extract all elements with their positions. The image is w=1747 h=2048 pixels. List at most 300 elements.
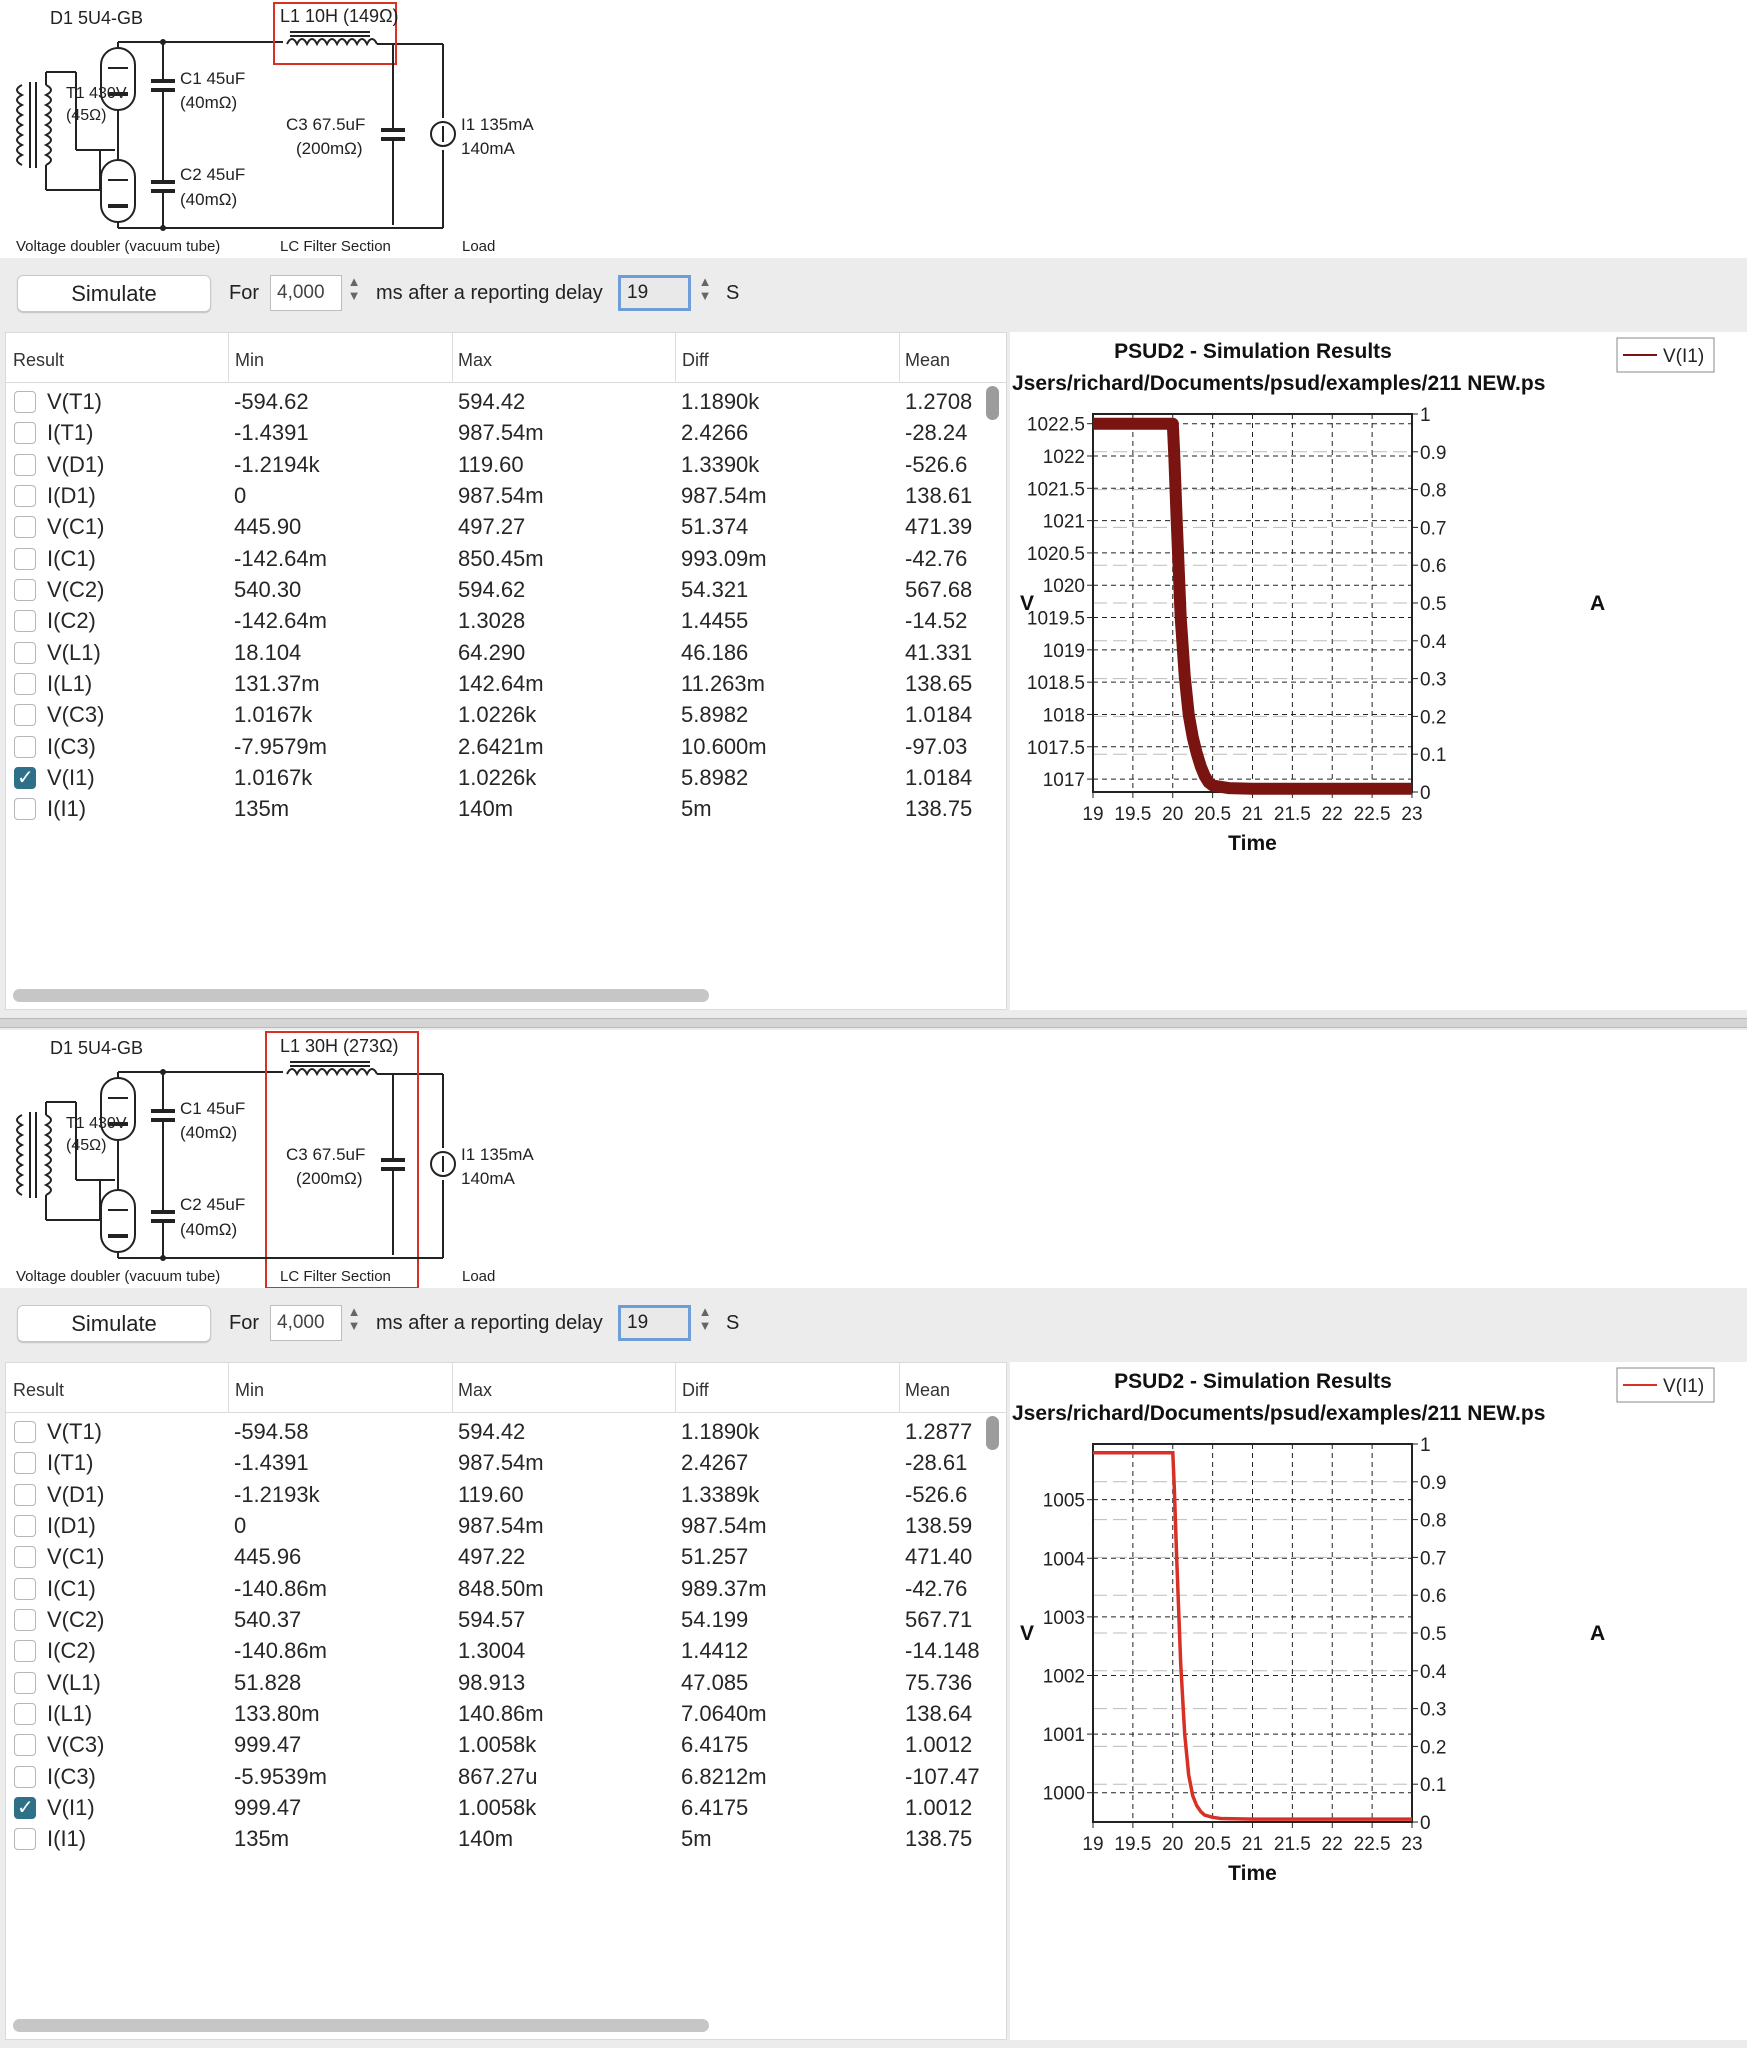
delay-stepper[interactable]: ▲ ▼ xyxy=(698,274,712,303)
current-source-i1[interactable] xyxy=(431,44,455,228)
x-tick-label: 19.5 xyxy=(1114,1834,1152,1855)
mean-value: -14.52 xyxy=(905,608,968,634)
seconds-unit-label: S xyxy=(726,1312,740,1334)
plot-checkbox[interactable] xyxy=(14,1452,36,1474)
table-vertical-scrollbar[interactable] xyxy=(986,1416,999,1450)
header-max[interactable]: Max xyxy=(458,350,493,370)
chart-subtitle: Jsers/richard/Documents/psud/examples/211 NEW.ps xyxy=(1012,372,1546,395)
diff-value: 47.085 xyxy=(681,1669,749,1695)
max-value: 594.42 xyxy=(458,389,526,414)
load-value: 140mA xyxy=(461,1169,515,1188)
y2-axis-label: A xyxy=(1590,1622,1606,1645)
rectifier-label: D1 5U4-GB xyxy=(50,1038,144,1058)
max-value: 140m xyxy=(458,1826,514,1852)
y-tick-label: 1022.5 xyxy=(1026,414,1085,436)
min-value: 18.104 xyxy=(234,639,302,665)
c2-label: C2 45uF xyxy=(180,1195,246,1214)
header-result[interactable]: Result xyxy=(13,1380,65,1400)
section-doubler-label: Voltage doubler (vacuum tube) xyxy=(16,1268,221,1285)
y2-tick-label: 1 xyxy=(1420,1435,1431,1456)
y-tick-label: 1021.5 xyxy=(1026,479,1085,501)
table-row[interactable] xyxy=(6,731,986,762)
legend-entry: V(I1) xyxy=(1663,346,1705,367)
table-row[interactable] xyxy=(6,574,986,605)
plot-checkbox[interactable] xyxy=(14,1609,36,1631)
result-name: I(T1) xyxy=(47,1450,94,1476)
results-chart xyxy=(1010,1362,1747,2040)
table-row[interactable] xyxy=(6,1416,986,1447)
c2-resistance: (40mΩ) xyxy=(180,190,238,209)
min-value: 0 xyxy=(234,1513,247,1539)
diff-value: 7.0640m xyxy=(681,1701,767,1727)
min-value: -140.86m xyxy=(234,1575,327,1601)
table-row[interactable] xyxy=(6,1541,986,1572)
mean-value: -14.148 xyxy=(905,1638,980,1664)
c2-resistance: (40mΩ) xyxy=(180,1220,238,1239)
min-value: 135m xyxy=(234,796,290,822)
plot-checkbox[interactable] xyxy=(14,422,36,444)
max-value: 2.6421m xyxy=(458,733,544,759)
y2-tick-label: 0.8 xyxy=(1420,1510,1447,1532)
simulation-panel-1 xyxy=(0,0,1747,1010)
rectifier-label: D1 5U4-GB xyxy=(50,8,144,28)
y2-tick-label: 0.9 xyxy=(1420,442,1447,464)
table-row[interactable] xyxy=(6,1698,986,1729)
simulation-panel-2 xyxy=(0,1030,1747,2040)
y2-tick-label: 0.4 xyxy=(1420,1661,1447,1683)
section-filter-label: LC Filter Section xyxy=(280,1268,391,1285)
y-tick-label: 1020 xyxy=(1042,576,1085,598)
max-value: 867.27u xyxy=(458,1763,538,1789)
transformer-label: T1 430V xyxy=(66,1115,127,1132)
c3-resistance: (200mΩ) xyxy=(296,1169,363,1188)
chart-subtitle: Jsers/richard/Documents/psud/examples/211 NEW.ps xyxy=(1012,1402,1546,1425)
y2-tick-label: 0.7 xyxy=(1420,518,1447,540)
current-source-i1[interactable] xyxy=(431,1074,455,1258)
result-name: I(C2) xyxy=(47,608,96,634)
mean-value: -28.24 xyxy=(905,420,968,446)
table-vertical-scrollbar[interactable] xyxy=(986,386,999,420)
chart-title: PSUD2 - Simulation Results xyxy=(1114,340,1392,363)
mean-value: 1.0012 xyxy=(905,1732,973,1758)
plot-checkbox[interactable] xyxy=(14,736,36,758)
min-value: 133.80m xyxy=(234,1701,320,1727)
after-delay-label: ms after a reporting delay xyxy=(376,1312,603,1334)
min-value: 999.47 xyxy=(234,1732,302,1758)
x-tick-label: 22 xyxy=(1321,804,1343,825)
table-row[interactable] xyxy=(6,1792,986,1823)
legend-entry: V(I1) xyxy=(1663,1376,1705,1397)
result-name: I(D1) xyxy=(47,483,96,509)
y-tick-label: 1003 xyxy=(1042,1607,1085,1629)
x-tick-label: 22.5 xyxy=(1353,1834,1391,1855)
x-tick-label: 21.5 xyxy=(1273,804,1311,825)
y-tick-label: 1001 xyxy=(1042,1725,1085,1747)
result-name: I(L1) xyxy=(47,1701,93,1727)
max-value: 64.290 xyxy=(458,639,526,665)
y-tick-label: 1018.5 xyxy=(1026,673,1085,695)
for-label: For xyxy=(229,282,259,304)
table-row[interactable] xyxy=(6,1729,986,1760)
result-name: V(C3) xyxy=(47,702,105,728)
x-tick-label: 20.5 xyxy=(1194,1834,1232,1855)
c1-label: C1 45uF xyxy=(180,69,246,88)
header-min[interactable]: Min xyxy=(235,350,265,370)
y-tick-label: 1002 xyxy=(1042,1666,1085,1688)
for-label: For xyxy=(229,1312,259,1334)
result-name: V(C2) xyxy=(47,577,105,603)
results-rows xyxy=(6,1416,986,1855)
duration-stepper[interactable]: ▲ ▼ xyxy=(347,1304,361,1333)
table-row[interactable] xyxy=(6,511,986,542)
table-row[interactable] xyxy=(6,1823,986,1854)
result-name: I(I1) xyxy=(47,1826,87,1852)
min-value: -7.9579m xyxy=(234,733,327,759)
y2-tick-label: 0.5 xyxy=(1420,1624,1447,1645)
max-value: 98.913 xyxy=(458,1669,526,1695)
min-value: 131.37m xyxy=(234,671,320,697)
plot-checkbox[interactable] xyxy=(14,391,36,413)
transformer-resistance: (45Ω) xyxy=(66,107,107,124)
table-row[interactable] xyxy=(6,386,986,417)
min-value: 540.37 xyxy=(234,1607,302,1633)
results-chart xyxy=(1010,332,1747,1010)
table-row[interactable] xyxy=(6,793,986,824)
plot-checkbox[interactable] xyxy=(14,1672,36,1694)
x-tick-label: 21 xyxy=(1241,1834,1264,1855)
mean-value: -107.47 xyxy=(905,1763,980,1789)
diff-value: 1.3390k xyxy=(681,451,760,477)
x-tick-label: 20 xyxy=(1162,1834,1184,1855)
x-tick-label: 23 xyxy=(1401,1834,1423,1855)
max-value: 119.60 xyxy=(458,451,524,477)
y2-tick-label: 1 xyxy=(1420,405,1431,426)
result-name: I(D1) xyxy=(47,1513,96,1539)
section-filter-label: LC Filter Section xyxy=(280,238,391,255)
c1-label: C1 45uF xyxy=(180,1099,246,1118)
y2-tick-label: 0 xyxy=(1420,1813,1431,1834)
min-value: -140.86m xyxy=(234,1638,327,1664)
inductor-label: L1 30H (273Ω) xyxy=(280,1036,399,1056)
y-tick-label: 1020.5 xyxy=(1026,543,1085,565)
diff-value: 10.600m xyxy=(681,733,767,759)
y2-tick-label: 0.5 xyxy=(1420,594,1447,615)
diff-value: 6.4175 xyxy=(681,1732,749,1758)
c3-label: C3 67.5uF xyxy=(286,1145,366,1164)
mean-value: 1.0012 xyxy=(905,1795,973,1821)
y-tick-label: 1021 xyxy=(1042,511,1085,533)
capacitor-c1[interactable] xyxy=(151,42,175,132)
results-table-header xyxy=(6,333,1006,383)
max-value: 140m xyxy=(458,796,514,822)
plot-checkbox[interactable] xyxy=(14,1546,36,1568)
transformer-resistance: (45Ω) xyxy=(66,1137,107,1154)
diff-value: 1.3389k xyxy=(681,1481,760,1507)
chart-canvas xyxy=(1010,332,1747,1010)
min-value: 445.90 xyxy=(234,514,302,540)
mean-value: 1.2708 xyxy=(905,389,973,414)
transformer-label: T1 430V xyxy=(66,85,127,102)
diff-value: 5m xyxy=(681,796,712,822)
header-diff[interactable]: Diff xyxy=(682,1380,709,1400)
load-label: I1 135mA xyxy=(461,1145,534,1164)
table-row[interactable] xyxy=(6,1447,986,1478)
max-value: 497.22 xyxy=(458,1544,526,1570)
plot-checkbox[interactable] xyxy=(14,1484,36,1506)
circuit-schematic xyxy=(0,1030,1747,1288)
plot-checkbox[interactable] xyxy=(14,1828,36,1850)
simulate-button[interactable]: Simulate xyxy=(17,1305,211,1342)
max-value: 142.64m xyxy=(458,671,544,697)
plot-checkbox[interactable] xyxy=(14,1515,36,1537)
diff-value: 987.54m xyxy=(681,483,767,509)
mean-value: 41.331 xyxy=(905,639,973,665)
header-mean[interactable]: Mean xyxy=(905,1380,951,1400)
y2-axis-label: A xyxy=(1590,592,1606,615)
plot-checkbox[interactable] xyxy=(14,610,36,632)
inductor-l1[interactable] xyxy=(163,32,443,44)
mean-value: -28.61 xyxy=(905,1450,968,1476)
result-name: I(C2) xyxy=(47,1638,96,1664)
diff-value: 1.4412 xyxy=(681,1638,749,1664)
plot-checkbox[interactable] xyxy=(14,548,36,570)
table-row[interactable] xyxy=(6,417,986,448)
x-axis-label: Time xyxy=(1228,832,1277,855)
plot-checkbox[interactable] xyxy=(14,642,36,664)
y-tick-label: 1018 xyxy=(1042,705,1085,727)
diff-value: 51.257 xyxy=(681,1544,749,1570)
mean-value: 138.65 xyxy=(905,671,973,697)
min-value: 0 xyxy=(234,483,247,509)
table-row[interactable] xyxy=(6,480,986,511)
mean-value: 1.2877 xyxy=(905,1419,973,1444)
result-name: V(C1) xyxy=(47,514,105,540)
max-value: 987.54m xyxy=(458,1450,544,1476)
result-name: I(C3) xyxy=(47,733,96,759)
diff-value: 989.37m xyxy=(681,1575,767,1601)
section-load-label: Load xyxy=(462,238,496,255)
table-row[interactable] xyxy=(6,637,986,668)
diff-value: 6.4175 xyxy=(681,1795,749,1821)
diff-value: 54.199 xyxy=(681,1607,749,1633)
x-tick-label: 20.5 xyxy=(1194,804,1232,825)
result-name: V(I1) xyxy=(47,1795,95,1821)
plot-checkbox[interactable] xyxy=(14,1421,36,1443)
x-tick-label: 22.5 xyxy=(1353,804,1391,825)
x-axis-label: Time xyxy=(1228,1862,1277,1885)
c1-resistance: (40mΩ) xyxy=(180,1123,238,1142)
min-value: 1.0167k xyxy=(234,702,313,728)
y2-tick-label: 0.2 xyxy=(1420,707,1447,729)
duration-input[interactable]: 4,000 xyxy=(270,275,342,311)
result-name: V(T1) xyxy=(47,1419,102,1444)
table-row[interactable] xyxy=(6,1761,986,1792)
min-value: 51.828 xyxy=(234,1669,302,1695)
x-tick-label: 19.5 xyxy=(1114,804,1152,825)
plot-checkbox[interactable] xyxy=(14,1766,36,1788)
min-value: -1.4391 xyxy=(234,420,309,446)
min-value: -142.64m xyxy=(234,608,327,634)
after-delay-label: ms after a reporting delay xyxy=(376,282,603,304)
inductor-l1[interactable] xyxy=(163,1062,443,1074)
header-result[interactable]: Result xyxy=(13,350,65,370)
diff-value: 5.8982 xyxy=(681,702,749,728)
plot-checkbox[interactable] xyxy=(14,1797,36,1819)
inductor-label: L1 10H (149Ω) xyxy=(280,6,399,26)
table-row[interactable] xyxy=(6,1479,986,1510)
min-value: 1.0167k xyxy=(234,765,313,791)
delay-input[interactable]: 19 xyxy=(618,1305,691,1341)
min-value: -5.9539m xyxy=(234,1763,327,1789)
diff-value: 5m xyxy=(681,1826,712,1852)
mean-value: 138.61 xyxy=(905,483,973,509)
plot-checkbox[interactable] xyxy=(14,579,36,601)
y2-tick-label: 0.4 xyxy=(1420,631,1447,653)
max-value: 987.54m xyxy=(458,1513,544,1539)
x-tick-label: 22 xyxy=(1321,1834,1343,1855)
y-tick-label: 1005 xyxy=(1042,1490,1085,1512)
result-name: V(D1) xyxy=(47,1481,105,1507)
table-row[interactable] xyxy=(6,1635,986,1666)
delay-stepper[interactable]: ▲ ▼ xyxy=(698,1304,712,1333)
y-tick-label: 1000 xyxy=(1042,1783,1085,1805)
load-value: 140mA xyxy=(461,139,515,158)
max-value: 850.45m xyxy=(458,545,544,571)
c2-label: C2 45uF xyxy=(180,165,246,184)
capacitor-c1[interactable] xyxy=(151,1072,175,1162)
mean-value: -526.6 xyxy=(905,451,968,477)
plot-checkbox[interactable] xyxy=(14,673,36,695)
section-doubler-label: Voltage doubler (vacuum tube) xyxy=(16,238,221,255)
max-value: 594.62 xyxy=(458,577,526,603)
header-mean[interactable]: Mean xyxy=(905,350,951,370)
plot-checkbox[interactable] xyxy=(14,1703,36,1725)
max-value: 1.3028 xyxy=(458,608,526,634)
result-name: I(C3) xyxy=(47,1763,96,1789)
table-horizontal-scrollbar[interactable] xyxy=(13,2019,709,2032)
y2-tick-label: 0.8 xyxy=(1420,480,1447,502)
table-row[interactable] xyxy=(6,449,986,480)
min-value: -594.62 xyxy=(234,389,309,414)
table-row[interactable] xyxy=(6,668,986,699)
simulation-toolbar xyxy=(0,258,1747,330)
table-row[interactable] xyxy=(6,1510,986,1541)
y-tick-label: 1017 xyxy=(1042,770,1085,792)
table-row[interactable] xyxy=(6,762,986,793)
y-axis-label: V xyxy=(1020,592,1035,615)
plot-checkbox[interactable] xyxy=(14,704,36,726)
result-name: V(C2) xyxy=(47,1607,105,1633)
duration-input[interactable]: 4,000 xyxy=(270,1305,342,1341)
diff-value: 6.8212m xyxy=(681,1763,767,1789)
plot-checkbox[interactable] xyxy=(14,1734,36,1756)
plot-checkbox[interactable] xyxy=(14,767,36,789)
delay-input[interactable]: 19 xyxy=(618,275,691,311)
mean-value: 1.0184 xyxy=(905,702,973,728)
result-name: I(I1) xyxy=(47,796,87,822)
result-name: V(C1) xyxy=(47,1544,105,1570)
max-value: 1.0226k xyxy=(458,702,537,728)
y-axis-label: V xyxy=(1020,1622,1035,1645)
table-horizontal-scrollbar[interactable] xyxy=(13,989,709,1002)
max-value: 1.3004 xyxy=(458,1638,526,1664)
diff-value: 2.4267 xyxy=(681,1450,749,1476)
max-value: 594.57 xyxy=(458,1607,526,1633)
plot-checkbox[interactable] xyxy=(14,485,36,507)
max-value: 497.27 xyxy=(458,514,526,540)
panel-divider[interactable] xyxy=(0,1018,1747,1028)
plot-checkbox[interactable] xyxy=(14,516,36,538)
result-name: V(L1) xyxy=(47,1669,101,1695)
mean-value: 138.75 xyxy=(905,1826,973,1852)
table-row[interactable] xyxy=(6,1573,986,1604)
header-min[interactable]: Min xyxy=(235,1380,265,1400)
min-value: 540.30 xyxy=(234,577,302,603)
results-table xyxy=(5,1362,1007,2040)
mean-value: 567.68 xyxy=(905,577,973,603)
max-value: 594.42 xyxy=(458,1419,526,1444)
y-tick-label: 1019.5 xyxy=(1026,608,1085,630)
result-name: I(T1) xyxy=(47,420,94,446)
header-diff[interactable]: Diff xyxy=(682,350,709,370)
y2-tick-label: 0.6 xyxy=(1420,556,1447,578)
header-max[interactable]: Max xyxy=(458,1380,493,1400)
y2-tick-label: 0.7 xyxy=(1420,1548,1447,1570)
mean-value: -97.03 xyxy=(905,733,968,759)
load-label: I1 135mA xyxy=(461,115,534,134)
diff-value: 11.263m xyxy=(681,671,765,697)
duration-stepper[interactable]: ▲ ▼ xyxy=(347,274,361,303)
results-table-header xyxy=(6,1363,1006,1413)
mean-value: -42.76 xyxy=(905,545,968,571)
capacitor-c2[interactable] xyxy=(151,132,175,228)
max-value: 140.86m xyxy=(458,1701,544,1727)
plot-checkbox[interactable] xyxy=(14,1640,36,1662)
table-row[interactable] xyxy=(6,699,986,730)
x-tick-label: 19 xyxy=(1082,804,1104,825)
simulate-button[interactable]: Simulate xyxy=(17,275,211,312)
min-value: 445.96 xyxy=(234,1544,302,1570)
min-value: -142.64m xyxy=(234,545,327,571)
table-row[interactable] xyxy=(6,1667,986,1698)
mean-value: -42.76 xyxy=(905,1575,968,1601)
max-value: 848.50m xyxy=(458,1575,544,1601)
plot-checkbox[interactable] xyxy=(14,798,36,820)
table-row[interactable] xyxy=(6,1604,986,1635)
plot-checkbox[interactable] xyxy=(14,1578,36,1600)
capacitor-c2[interactable] xyxy=(151,1162,175,1258)
min-value: -594.58 xyxy=(234,1419,309,1444)
mean-value: 471.39 xyxy=(905,514,973,540)
table-row[interactable] xyxy=(6,543,986,574)
plot-checkbox[interactable] xyxy=(14,454,36,476)
min-value: -1.2193k xyxy=(234,1481,320,1507)
result-name: I(C1) xyxy=(47,545,96,571)
y2-tick-label: 0.3 xyxy=(1420,669,1447,691)
diff-value: 54.321 xyxy=(681,577,749,603)
max-value: 1.0058k xyxy=(458,1732,537,1758)
circuit-schematic xyxy=(0,0,1747,258)
mean-value: 567.71 xyxy=(905,1607,973,1633)
table-row[interactable] xyxy=(6,605,986,636)
y-tick-label: 1004 xyxy=(1042,1549,1085,1571)
min-value: 135m xyxy=(234,1826,290,1852)
x-tick-label: 21 xyxy=(1241,804,1264,825)
diff-value: 46.186 xyxy=(681,639,749,665)
max-value: 987.54m xyxy=(458,483,544,509)
result-name: V(I1) xyxy=(47,765,95,791)
max-value: 1.0058k xyxy=(458,1795,537,1821)
